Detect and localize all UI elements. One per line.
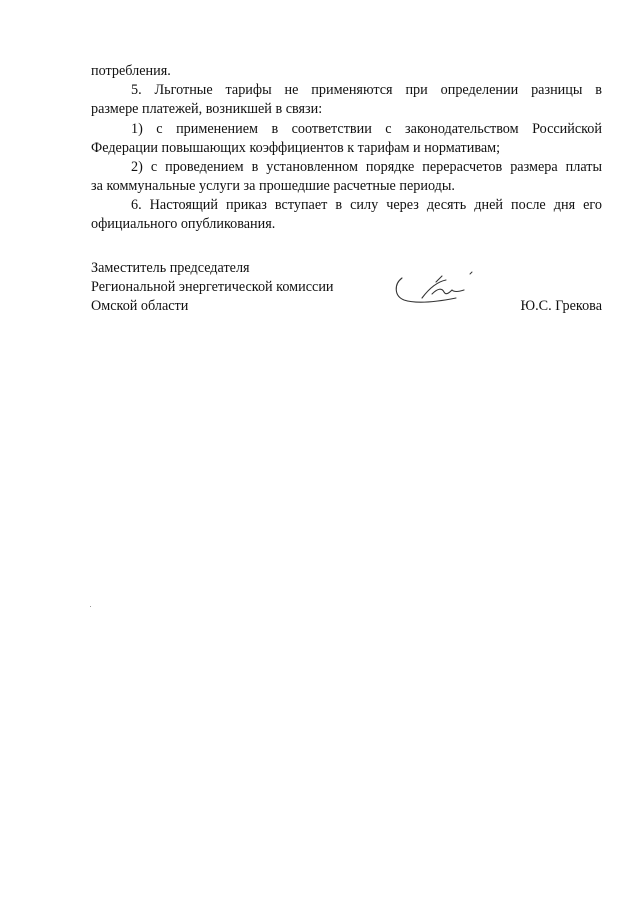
body-line: 2) с проведением в установленном порядке перерасчетов размера платы (131, 159, 602, 175)
body-line: 6. Настоящий приказ вступает в силу через десять дней после дня его (131, 197, 602, 213)
body-line: потребления. (91, 63, 171, 79)
scan-speck (90, 606, 91, 607)
signatory-name: Ю.С. Грекова (520, 298, 602, 314)
handwritten-signature (392, 270, 484, 312)
body-line: 1) с применением в соответствии с законодательством Российской (131, 121, 602, 137)
body-line: размере платежей, возникшей в связи: (91, 101, 323, 117)
body-line: Федерации повышающих коэффициентов к тарифам и нормативам; (91, 140, 501, 156)
signatory-position: Заместитель председателя (91, 260, 250, 276)
body-line: 5. Льготные тарифы не применяются при определении разницы в (131, 82, 602, 98)
signatory-region: Омской области (91, 298, 189, 314)
signatory-organization: Региональной энергетической комиссии (91, 279, 334, 295)
body-line: за коммунальные услуги за прошедшие расчетные периоды. (91, 178, 455, 194)
body-line: официального опубликования. (91, 216, 276, 232)
